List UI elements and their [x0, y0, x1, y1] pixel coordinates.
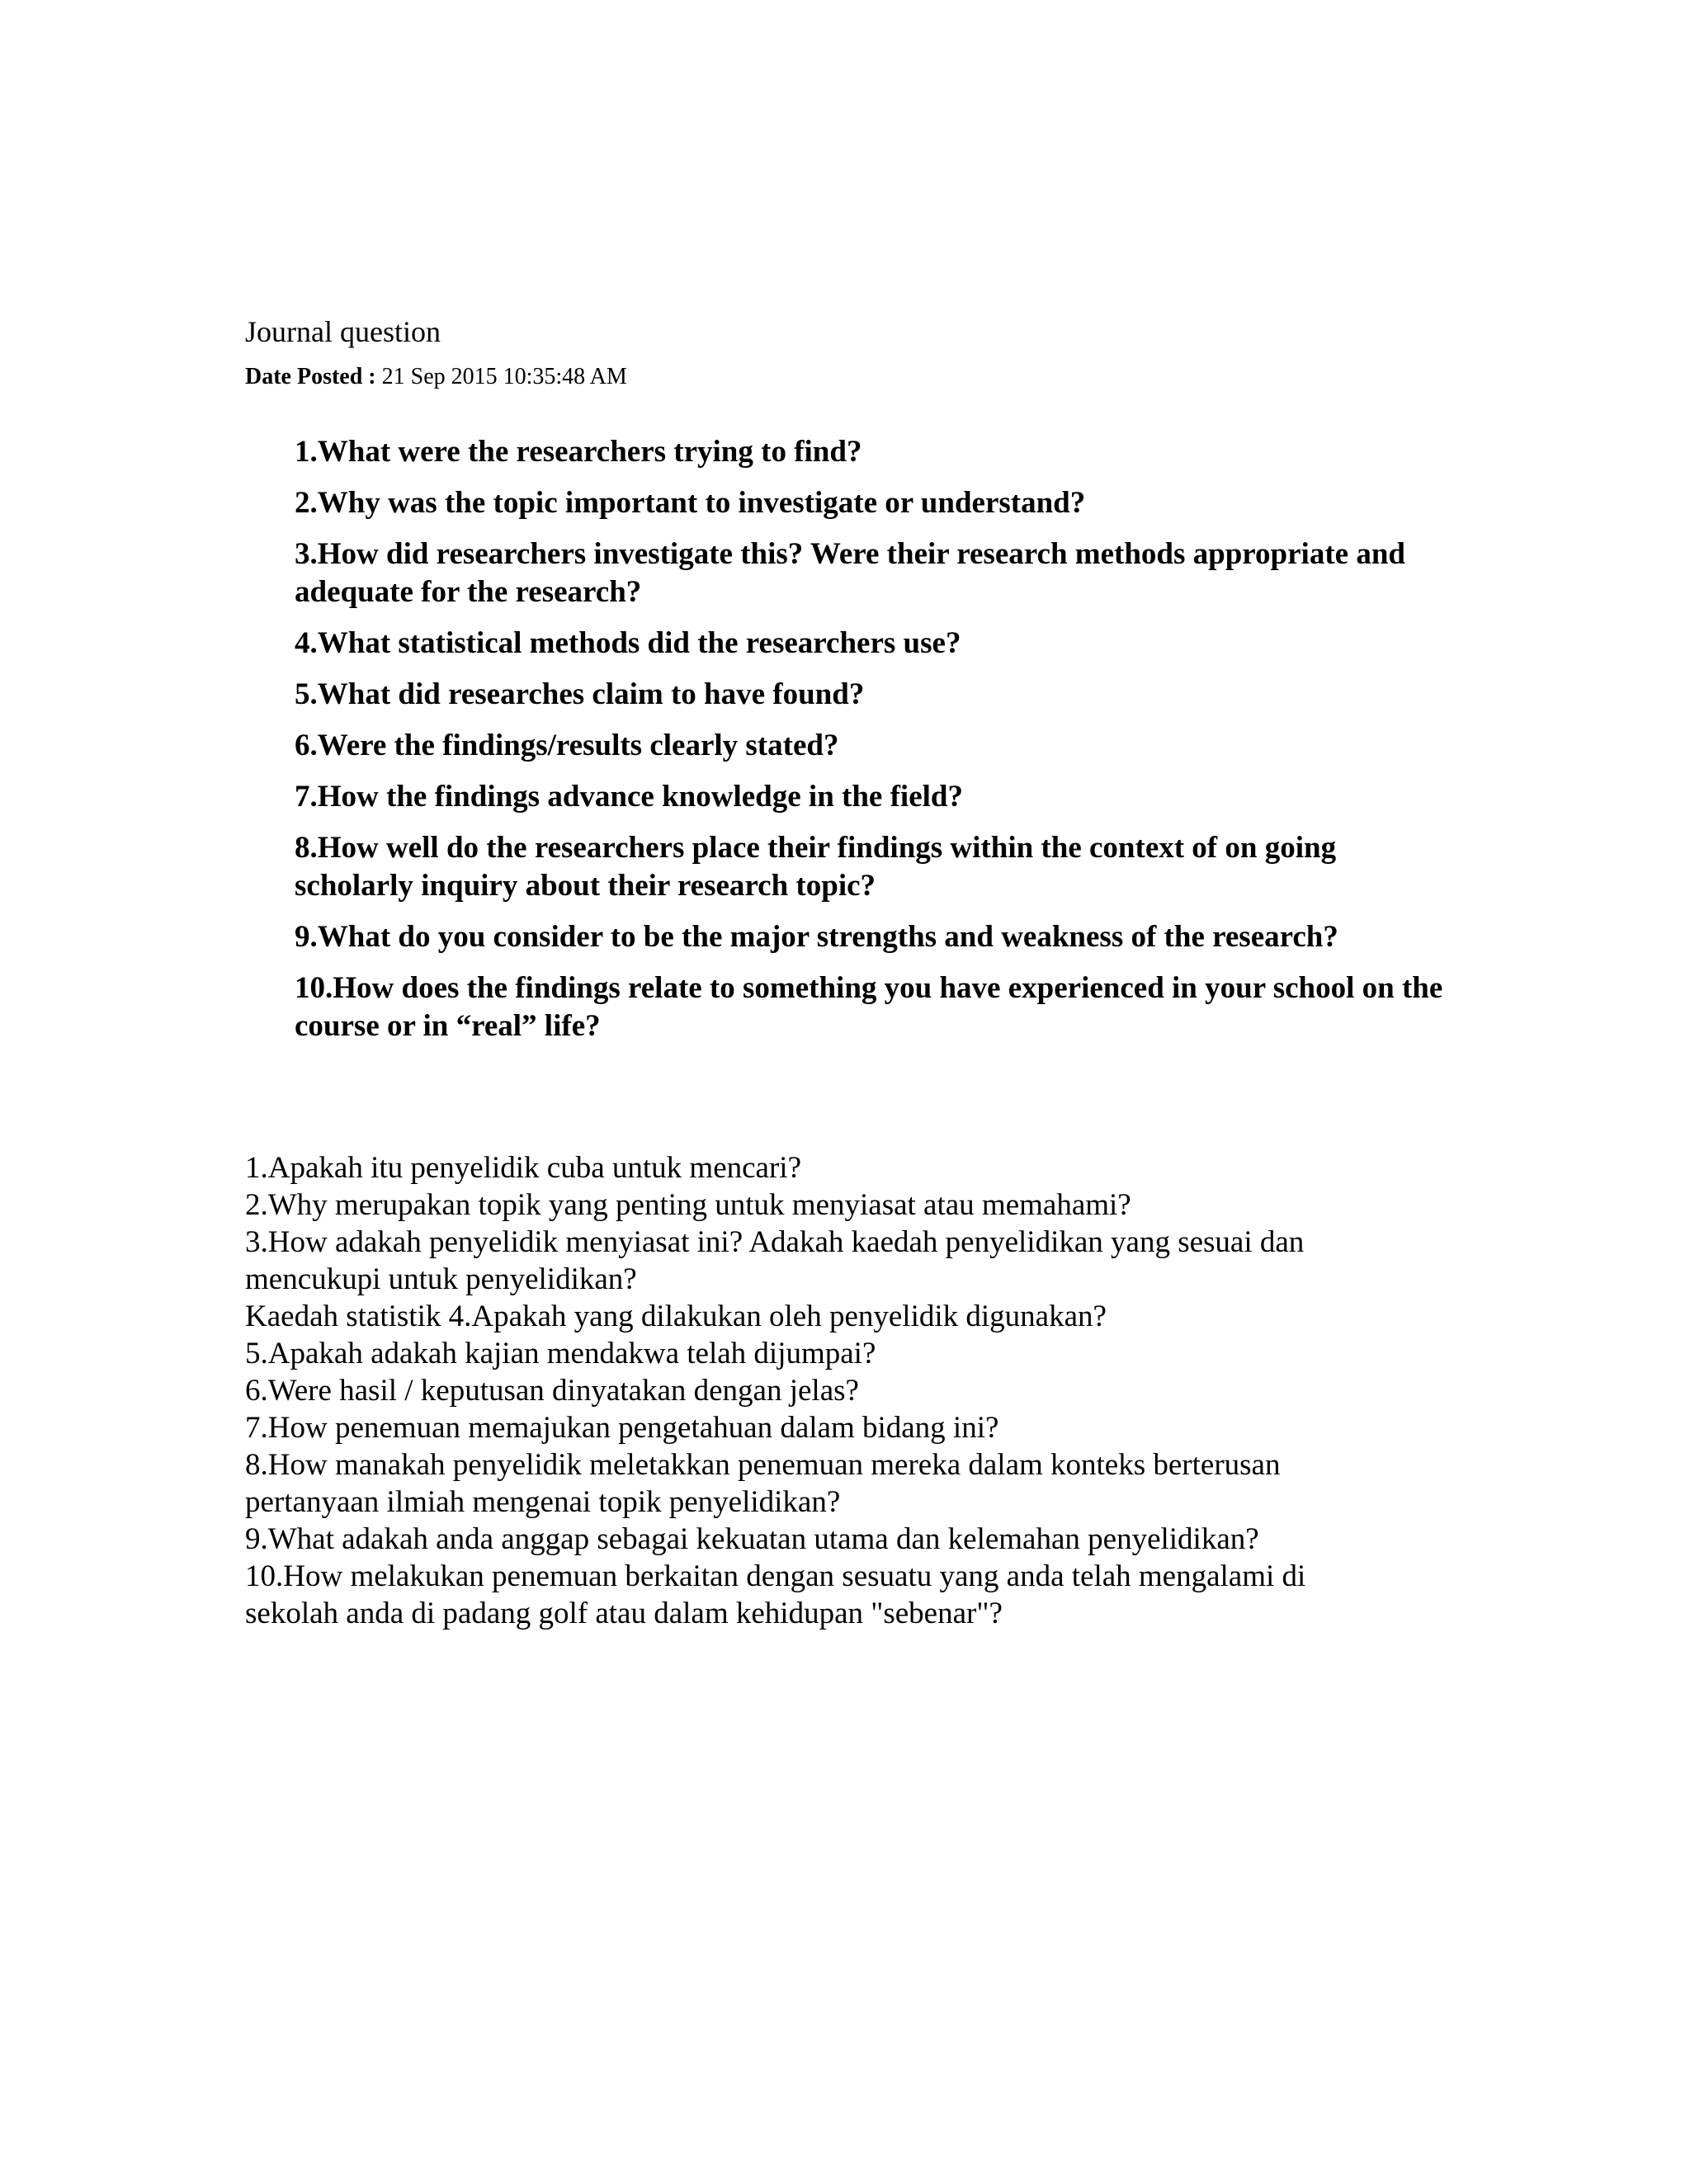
english-question: 8.How well do the researchers place their findings within the context of on going scholarly inquiry about their research topic? [295, 831, 1337, 903]
malay-line: pertanyaan ilmiah mengenai topik penyelidikan? [245, 1485, 841, 1519]
english-question: 3.How did researchers investigate this? Were their research methods appropriate and adequate for the research? [295, 537, 1405, 609]
english-question-list [295, 433, 1450, 1059]
malay-line: 1.Apakah itu penyelidik cuba untuk mencari? [245, 1151, 802, 1185]
malay-line: 9.What adakah anda anggap sebagai kekuatan utama dan kelemahan penyelidikan? [245, 1522, 1259, 1556]
malay-line: 2.Why merupakan topik yang penting untuk menyiasat atau memahami? [245, 1188, 1131, 1222]
document-title: Journal question [245, 315, 441, 348]
malay-line: Kaedah statistik 4.Apakah yang dilakukan oleh penyelidik digunakan? [245, 1300, 1107, 1333]
malay-line: 5.Apakah adakah kajian mendakwa telah dijumpai? [245, 1337, 876, 1370]
malay-line: 3.How adakah penyelidik menyiasat ini? Adakah kaedah penyelidikan yang sesuai dan [245, 1225, 1305, 1259]
malay-line: sekolah anda di padang golf atau dalam kehidupan "sebenar"? [245, 1597, 1003, 1630]
date-posted-label: Date Posted : [245, 364, 376, 389]
english-question: 5.What did researches claim to have found? [295, 677, 865, 711]
english-question: 1.What were the researchers trying to find? [295, 435, 862, 469]
malay-line: 10.How melakukan penemuan berkaitan dengan sesuatu yang anda telah mengalami di [245, 1559, 1306, 1593]
english-question: 2.Why was the topic important to investigate or understand? [295, 486, 1086, 520]
malay-line: 6.Were hasil / keputusan dinyatakan dengan jelas? [245, 1374, 859, 1408]
malay-line: 7.How penemuan memajukan pengetahuan dalam bidang ini? [245, 1411, 999, 1445]
malay-translation [245, 1149, 1417, 1632]
english-question: 7.How the findings advance knowledge in the field? [295, 780, 963, 814]
english-question: 9.What do you consider to be the major strengths and weakness of the research? [295, 920, 1338, 954]
english-question: 6.Were the findings/results clearly stated? [295, 729, 839, 762]
malay-line: 8.How manakah penyelidik meletakkan penemuan mereka dalam konteks berterusan [245, 1448, 1281, 1482]
english-question: 4.What statistical methods did the researchers use? [295, 626, 961, 660]
date-posted-value: 21 Sep 2015 10:35:48 AM [381, 364, 627, 389]
malay-line: mencukupi untuk penyelidikan? [245, 1262, 637, 1296]
english-question: 10.How does the findings relate to something you have experienced in your school on the course or in “real” life? [295, 971, 1443, 1043]
date-posted [245, 363, 627, 391]
